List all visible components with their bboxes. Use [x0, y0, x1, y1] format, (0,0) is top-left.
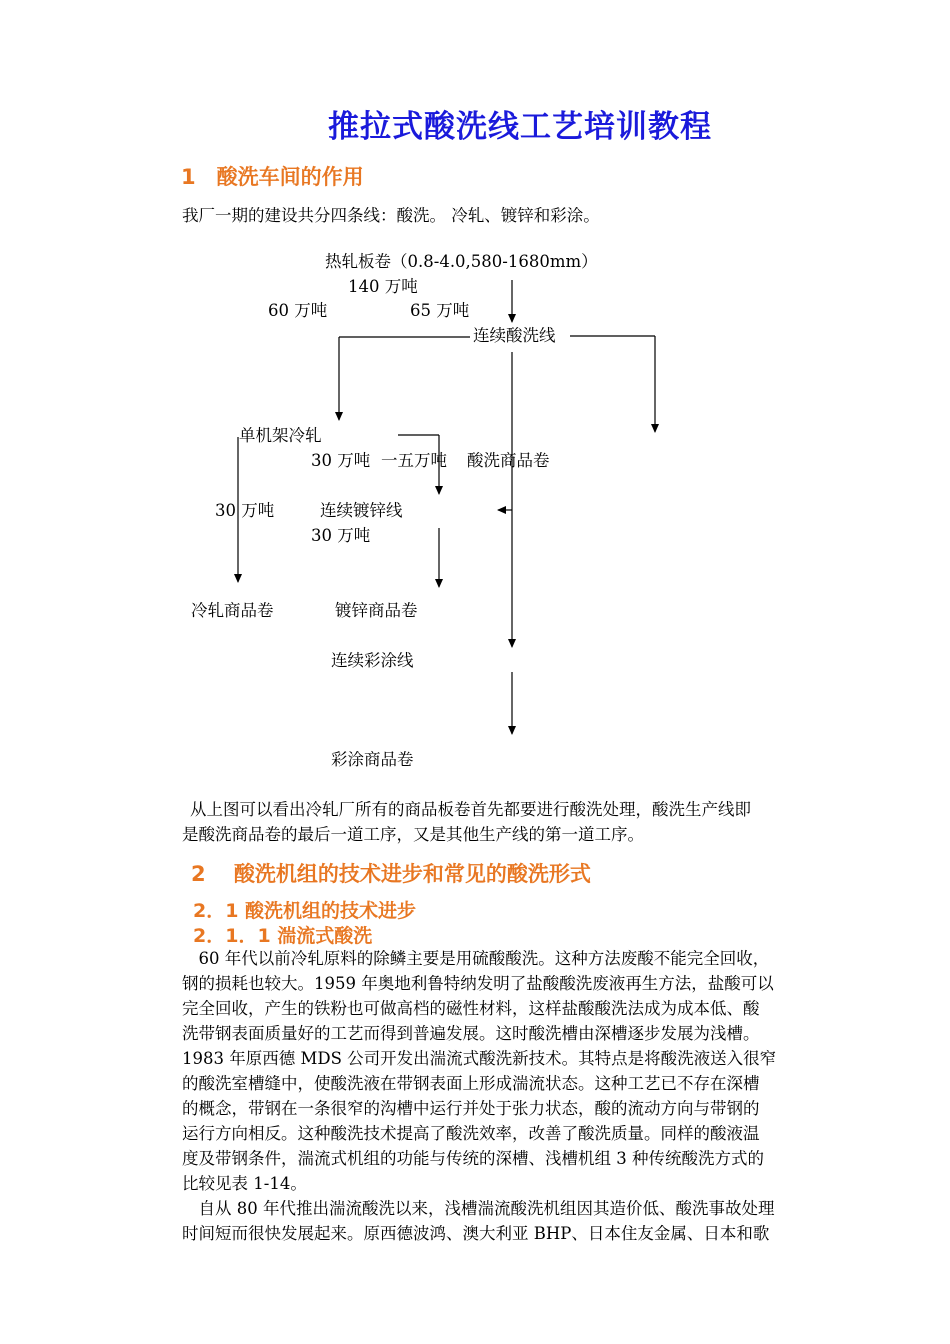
- label-galvanizing-line: 连续镀锌线: [320, 501, 403, 520]
- paragraph-line: 运行方向相反。这种酸洗技术提高了酸洗效率，改善了酸洗质量。同样的酸液温: [182, 1124, 760, 1143]
- paragraph-line: 时间短而很快发展起来。原西德波鸿、澳大利亚 BHP、日本住友金属、日本和歌: [182, 1224, 770, 1243]
- paragraph-line: 自从 80 年代推出湍流酸洗以来，浅槽湍流酸洗机组因其造价低、酸洗事故处理: [182, 1199, 775, 1218]
- label-140-tons: 140 万吨: [348, 277, 418, 296]
- paragraph-line: 钢的损耗也较大。1959 年奥地利鲁特纳发明了盐酸酸洗废液再生方法，盐酸可以: [182, 974, 774, 993]
- section-2-1-1-heading: 2．1．1 湍流式酸洗: [193, 925, 373, 947]
- summary-line: 从上图可以看出冷轧厂所有的商品板卷首先都要进行酸洗处理，酸洗生产线即: [190, 800, 751, 819]
- label-30-tons-b: 30 万吨: [215, 501, 275, 520]
- paragraph-line: 度及带钢条件，湍流式机组的功能与传统的深槽、浅槽机组 3 种传统酸洗方式的: [182, 1149, 764, 1168]
- label-30-tons-a: 30 万吨: [311, 451, 371, 470]
- section-2-1-heading: 2．1 酸洗机组的技术进步: [193, 900, 417, 922]
- label-30-tons-c: 30 万吨: [311, 526, 371, 545]
- section-1-intro: 我厂一期的建设共分四条线：酸洗。 冷轧、镀锌和彩涂。: [182, 206, 600, 225]
- paragraph-line: 的概念，带钢在一条很窄的沟槽中运行并处于张力状态，酸的流动方向与带钢的: [182, 1099, 760, 1118]
- label-65-tons: 65 万吨: [410, 301, 470, 320]
- summary-line: 是酸洗商品卷的最后一道工序，又是其他生产线的第一道工序。: [182, 825, 644, 844]
- paragraph-line: 比较见表 1-14。: [182, 1174, 307, 1193]
- paragraph-line: 完全回收，产生的铁粉也可做高档的磁性材料，这样盐酸酸洗法成为成本低、酸: [182, 999, 760, 1018]
- label-hot-coil: 热轧板卷（0.8-4.0,580-1680mm）: [325, 252, 598, 271]
- paragraph-line: 1983 年原西德 MDS 公司开发出湍流式酸洗新技术。其特点是将酸洗液送入很窄: [182, 1049, 777, 1068]
- paragraph-line: 60 年代以前冷轧原料的除鳞主要是用硫酸酸洗。这种方法废酸不能完全回收，: [182, 949, 770, 968]
- label-cold-rolled-coil: 冷轧商品卷: [191, 601, 274, 620]
- label-60-tons: 60 万吨: [268, 301, 328, 320]
- turbulent-pickling-paragraph: [182, 946, 872, 1196]
- development-paragraph: [182, 1196, 872, 1246]
- label-pickling-line: 连续酸洗线: [473, 326, 556, 345]
- label-color-coated-coil: 彩涂商品卷: [331, 750, 414, 769]
- paragraph-line: 的酸洗室槽缝中，使酸洗液在带钢表面上形成湍流状态。这种工艺已不存在深槽: [182, 1074, 760, 1093]
- document-title: 推拉式酸洗线工艺培训教程: [328, 109, 712, 145]
- label-15-tons: 一五万吨: [381, 451, 447, 470]
- summary-paragraph: [182, 797, 872, 847]
- label-pickled-coil: 酸洗商品卷: [467, 451, 550, 470]
- label-single-stand: 单机架冷轧: [239, 426, 322, 445]
- label-color-coating-line: 连续彩涂线: [331, 651, 414, 670]
- paragraph-line: 洗带钢表面质量好的工艺而得到普遍发展。这时酸洗槽由深槽逐步发展为浅槽。: [182, 1024, 760, 1043]
- section-1-heading: 1 酸洗车间的作用: [181, 165, 364, 189]
- label-galvanized-coil: 镀锌商品卷: [335, 601, 418, 620]
- section-2-heading: 2 酸洗机组的技术进步和常见的酸洗形式: [191, 862, 591, 886]
